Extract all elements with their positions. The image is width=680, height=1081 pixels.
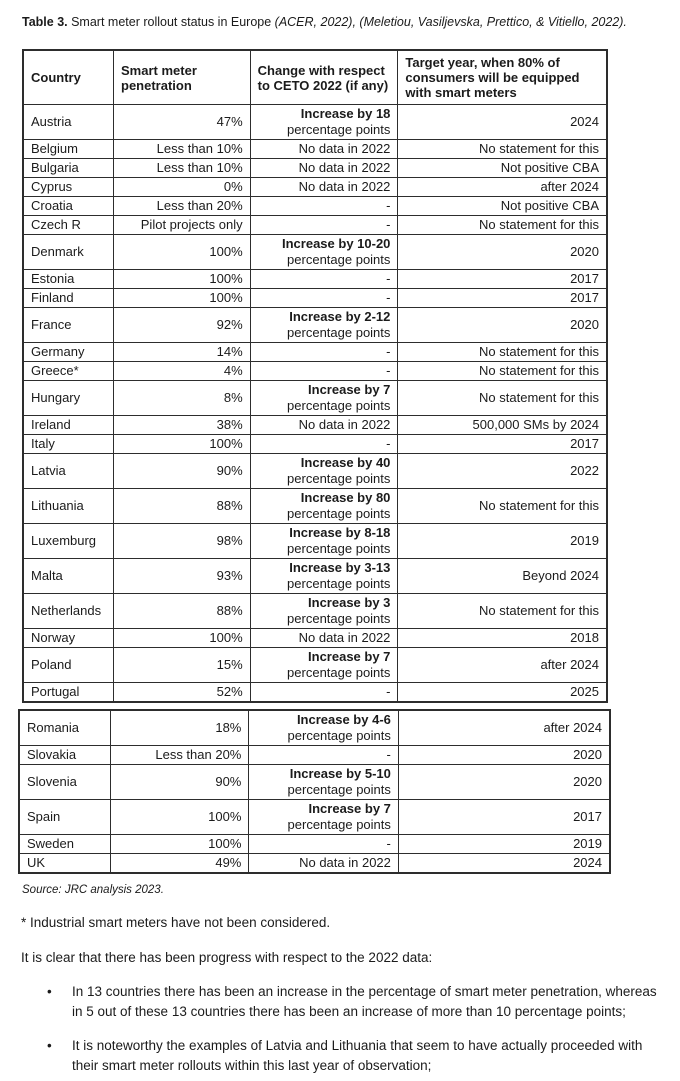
cell-country: Finland <box>23 289 114 308</box>
table-caption-label: Table 3. <box>22 15 68 29</box>
cell-country: Portugal <box>23 683 114 703</box>
cell-change <box>250 235 398 270</box>
table-row <box>19 765 610 800</box>
cell-change <box>250 381 398 416</box>
table-row <box>19 746 610 765</box>
cell-country: Spain <box>19 800 111 835</box>
table-row <box>23 454 607 489</box>
cell-penetration: Less than 20% <box>114 197 251 216</box>
cell-change: No data in 2022 <box>250 629 398 648</box>
table-row <box>23 343 607 362</box>
cell-penetration: 52% <box>114 683 251 703</box>
cell-target: 2022 <box>398 454 607 489</box>
cell-change: - <box>250 289 398 308</box>
table-row <box>23 140 607 159</box>
cell-change: - <box>250 362 398 381</box>
table-row <box>23 594 607 629</box>
change-value: Increase by 7 <box>308 801 391 816</box>
cell-target: 2020 <box>398 235 607 270</box>
cell-target: No statement for this <box>398 594 607 629</box>
cell-change: No data in 2022 <box>249 854 399 874</box>
cell-change: No data in 2022 <box>250 178 398 197</box>
cell-change <box>249 710 399 746</box>
change-value: Increase by 3-13 <box>289 560 391 575</box>
change-unit: percentage points <box>287 665 391 680</box>
cell-change: - <box>250 216 398 235</box>
table-row <box>23 362 607 381</box>
change-unit: percentage points <box>287 506 391 521</box>
table-row <box>23 683 607 703</box>
bullet-list <box>0 982 680 1076</box>
cell-target: after 2024 <box>398 178 607 197</box>
cell-penetration: 0% <box>114 178 251 197</box>
cell-penetration: 93% <box>114 559 251 594</box>
change-unit: percentage points <box>287 541 391 556</box>
cell-penetration: 100% <box>114 235 251 270</box>
cell-country: Cyprus <box>23 178 114 197</box>
cell-target: No statement for this <box>398 140 607 159</box>
table-row <box>23 105 607 140</box>
cell-target: No statement for this <box>398 216 607 235</box>
cell-country: France <box>23 308 114 343</box>
table-row <box>23 629 607 648</box>
cell-country: Slovakia <box>19 746 111 765</box>
change-value: Increase by 18 <box>300 106 391 121</box>
cell-target: 2017 <box>398 800 610 835</box>
cell-country: Italy <box>23 435 114 454</box>
cell-target: 2020 <box>398 308 607 343</box>
change-value: Increase by 80 <box>300 490 391 505</box>
table-row <box>23 524 607 559</box>
change-value: Increase by 8-18 <box>289 525 391 540</box>
cell-change: - <box>250 197 398 216</box>
table-row <box>19 854 610 874</box>
cell-penetration: 100% <box>114 629 251 648</box>
cell-target: Not positive CBA <box>398 159 607 178</box>
cell-change <box>250 524 398 559</box>
cell-country: Malta <box>23 559 114 594</box>
col-header-change: Change with respect to CETO 2022 (if any) <box>250 50 398 105</box>
cell-change <box>250 648 398 683</box>
cell-change: No data in 2022 <box>250 159 398 178</box>
cell-country: Czech R <box>23 216 114 235</box>
cell-penetration: 90% <box>111 765 249 800</box>
table-row <box>23 435 607 454</box>
cell-penetration: 18% <box>111 710 249 746</box>
col-header-target: Target year, when 80% of consumers will be equipped with smart meters <box>398 50 607 105</box>
cell-country: Bulgaria <box>23 159 114 178</box>
cell-penetration: 47% <box>114 105 251 140</box>
cell-change <box>250 308 398 343</box>
cell-penetration: 38% <box>114 416 251 435</box>
cell-country: Sweden <box>19 835 111 854</box>
cell-target: 2017 <box>398 435 607 454</box>
table-row <box>19 835 610 854</box>
cell-target: after 2024 <box>398 648 607 683</box>
table-caption <box>22 14 652 30</box>
table-row <box>23 216 607 235</box>
cell-change: No data in 2022 <box>250 416 398 435</box>
bullet-item: • It is noteworthy the examples of Latvia and Lithuania that seem to have actually proceeded with their smart meter rollouts within this last year of observation; <box>72 1036 658 1076</box>
cell-penetration: Less than 10% <box>114 159 251 178</box>
cell-target: Not positive CBA <box>398 197 607 216</box>
bullet-item: • In 13 countries there has been an increase in the percentage of smart meter penetration, whereas in 5 out of these 13 countries there has been an increase of more than 10 percentage points; <box>72 982 658 1022</box>
table-row <box>23 648 607 683</box>
cell-change <box>249 765 399 800</box>
cell-target: No statement for this <box>398 362 607 381</box>
change-value: Increase by 7 <box>308 649 391 664</box>
cell-country: Greece* <box>23 362 114 381</box>
cell-change: - <box>250 435 398 454</box>
change-value: Increase by 5-10 <box>289 766 391 781</box>
table-row <box>23 381 607 416</box>
cell-penetration: 100% <box>114 270 251 289</box>
cell-target: No statement for this <box>398 381 607 416</box>
table-row <box>23 178 607 197</box>
cell-change: - <box>250 270 398 289</box>
cell-target: 2025 <box>398 683 607 703</box>
cell-change: No data in 2022 <box>250 140 398 159</box>
cell-country: UK <box>19 854 111 874</box>
cell-target: after 2024 <box>398 710 610 746</box>
cell-penetration: Less than 20% <box>111 746 249 765</box>
cell-change <box>250 105 398 140</box>
table-body-section-2 <box>19 710 610 873</box>
cell-change: - <box>250 343 398 362</box>
cell-target: 2017 <box>398 270 607 289</box>
table-row <box>23 559 607 594</box>
table-row <box>23 308 607 343</box>
cell-target: 2024 <box>398 105 607 140</box>
cell-penetration: 98% <box>114 524 251 559</box>
table-row <box>19 800 610 835</box>
table-row <box>23 197 607 216</box>
change-value: Increase by 7 <box>308 382 391 397</box>
smart-meter-table-section-2 <box>18 709 611 874</box>
cell-penetration: 88% <box>114 489 251 524</box>
change-unit: percentage points <box>287 611 391 626</box>
cell-target: Beyond 2024 <box>398 559 607 594</box>
cell-change: - <box>249 746 399 765</box>
cell-penetration: 90% <box>114 454 251 489</box>
change-unit: percentage points <box>287 782 391 797</box>
intro-paragraph: It is clear that there has been progress with respect to the 2022 data: <box>21 950 433 965</box>
table-row <box>23 416 607 435</box>
change-unit: percentage points <box>287 728 391 743</box>
change-unit: percentage points <box>287 576 391 591</box>
table-row <box>19 710 610 746</box>
cell-penetration: Less than 10% <box>114 140 251 159</box>
cell-penetration: 92% <box>114 308 251 343</box>
cell-country: Estonia <box>23 270 114 289</box>
cell-target: No statement for this <box>398 343 607 362</box>
cell-penetration: 15% <box>114 648 251 683</box>
cell-change <box>250 559 398 594</box>
table-row <box>23 270 607 289</box>
change-value: Increase by 2-12 <box>289 309 391 324</box>
table-row <box>23 489 607 524</box>
cell-country: Poland <box>23 648 114 683</box>
cell-target: 2019 <box>398 524 607 559</box>
change-unit: percentage points <box>287 122 391 137</box>
col-header-country: Country <box>23 50 114 105</box>
cell-country: Austria <box>23 105 114 140</box>
cell-country: Lithuania <box>23 489 114 524</box>
change-unit: percentage points <box>287 252 391 267</box>
change-unit: percentage points <box>287 817 391 832</box>
cell-country: Netherlands <box>23 594 114 629</box>
cell-target: 2020 <box>398 746 610 765</box>
change-value: Increase by 40 <box>300 455 391 470</box>
col-header-penetration: Smart meter penetration <box>114 50 251 105</box>
cell-target: 2019 <box>398 835 610 854</box>
change-unit: percentage points <box>287 471 391 486</box>
cell-penetration: Pilot projects only <box>114 216 251 235</box>
change-value: Increase by 4-6 <box>296 712 391 727</box>
change-value: Increase by 3 <box>308 595 391 610</box>
cell-change <box>250 594 398 629</box>
cell-penetration: 4% <box>114 362 251 381</box>
cell-country: Romania <box>19 710 111 746</box>
cell-country: Denmark <box>23 235 114 270</box>
cell-country: Luxemburg <box>23 524 114 559</box>
cell-target: No statement for this <box>398 489 607 524</box>
table-caption-citation: (ACER, 2022), (Meletiou, Vasiljevska, Prettico, & Vitiello, 2022). <box>274 15 627 29</box>
cell-penetration: 88% <box>114 594 251 629</box>
cell-change: - <box>249 835 399 854</box>
cell-target: 500,000 SMs by 2024 <box>398 416 607 435</box>
cell-penetration: 49% <box>111 854 249 874</box>
cell-change <box>250 454 398 489</box>
smart-meter-table-section-1 <box>22 49 608 703</box>
table-row <box>23 235 607 270</box>
cell-target: 2024 <box>398 854 610 874</box>
cell-change <box>250 489 398 524</box>
table-caption-text: Smart meter rollout status in Europe <box>67 15 275 29</box>
table-header-row <box>23 50 607 105</box>
cell-penetration: 100% <box>111 835 249 854</box>
cell-target: 2018 <box>398 629 607 648</box>
cell-penetration: 8% <box>114 381 251 416</box>
change-unit: percentage points <box>287 398 391 413</box>
source-note: Source: JRC analysis 2023. <box>22 884 164 896</box>
cell-country: Slovenia <box>19 765 111 800</box>
cell-country: Croatia <box>23 197 114 216</box>
cell-penetration: 100% <box>111 800 249 835</box>
change-value: Increase by 10-20 <box>282 236 391 251</box>
cell-change <box>249 800 399 835</box>
cell-country: Latvia <box>23 454 114 489</box>
cell-country: Ireland <box>23 416 114 435</box>
cell-target: 2017 <box>398 289 607 308</box>
change-unit: percentage points <box>287 325 391 340</box>
cell-target: 2020 <box>398 765 610 800</box>
cell-penetration: 100% <box>114 289 251 308</box>
cell-penetration: 100% <box>114 435 251 454</box>
table-row <box>23 159 607 178</box>
table-row <box>23 289 607 308</box>
cell-country: Belgium <box>23 140 114 159</box>
table-body-section-1 <box>23 105 607 703</box>
cell-country: Hungary <box>23 381 114 416</box>
cell-country: Germany <box>23 343 114 362</box>
asterisk-footnote: * Industrial smart meters have not been considered. <box>21 915 331 930</box>
cell-penetration: 14% <box>114 343 251 362</box>
cell-country: Norway <box>23 629 114 648</box>
cell-change: - <box>250 683 398 703</box>
